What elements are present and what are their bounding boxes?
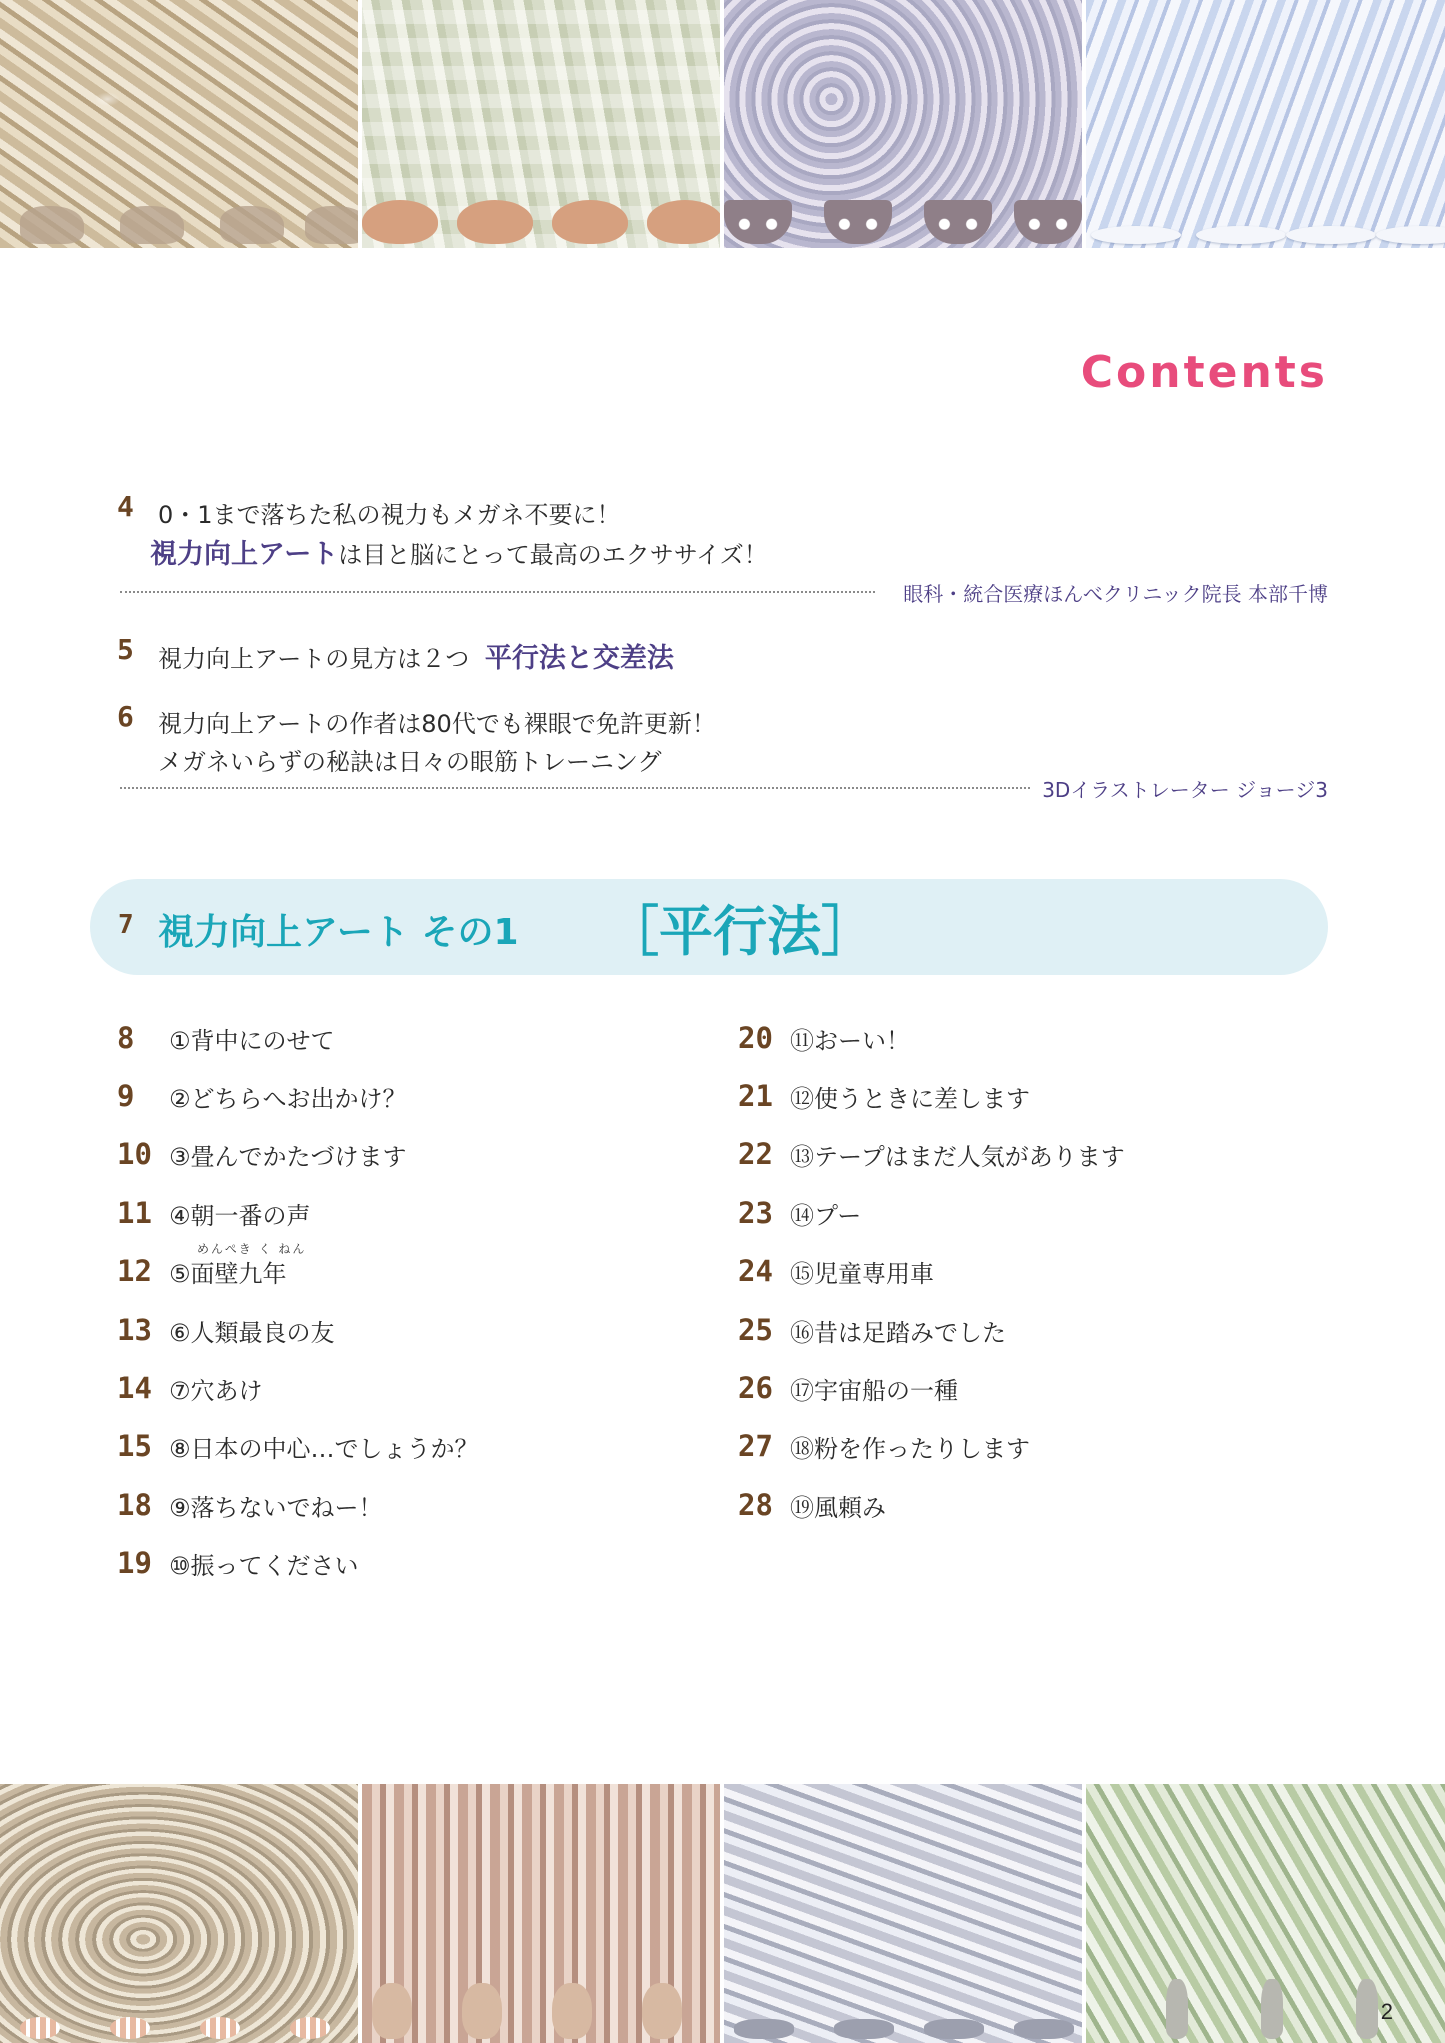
page-number: 15 — [117, 1429, 152, 1463]
banner-page-number: 7 — [118, 910, 134, 940]
item-title: ③畳んでかたづけます — [169, 1143, 407, 1171]
page-number-footer: 2 — [1380, 1999, 1393, 2024]
page-number: 28 — [738, 1488, 773, 1522]
section-headline-second-line: メガネいらずの秘訣は日々の眼筋トレーニング — [158, 748, 662, 776]
author-credit: 3Dイラストレーター ジョージ3 — [1042, 778, 1328, 802]
page-number: 9 — [117, 1079, 135, 1113]
stereogram-image-fish — [724, 1784, 1082, 2043]
item-title: ⑤面壁九年 — [169, 1260, 287, 1288]
item-title: ⑬テープはまだ人気があります — [790, 1143, 1125, 1171]
item-title: ⑲風頼み — [790, 1494, 886, 1522]
page-number: 26 — [738, 1371, 773, 1405]
page-number: 8 — [117, 1021, 135, 1055]
page-number: 19 — [117, 1546, 152, 1580]
page-number: 24 — [738, 1254, 773, 1288]
section-headline — [158, 636, 674, 675]
dotted-leader — [120, 591, 875, 593]
item-title: ⑯昔は足踏みでした — [790, 1319, 1006, 1347]
page-number: 14 — [117, 1371, 152, 1405]
section-headline-text: 視力向上アートの見方は２つ — [158, 645, 470, 673]
item-title: ⑧日本の中心…でしょうか？ — [169, 1435, 479, 1463]
highlight-text: 平行法と交差法 — [484, 643, 674, 674]
item-title: ①背中にのせて — [169, 1027, 335, 1055]
highlight-text: 視力向上アート — [150, 539, 339, 570]
section-headline: 0・1まで落ちた私の視力もメガネ不要に！ — [158, 501, 621, 529]
item-title: ⑨落ちないでねー！ — [169, 1494, 383, 1522]
section-headline-rest: は目と脳にとって最高のエクササイズ！ — [338, 541, 768, 569]
item-title: ⑭プー — [790, 1202, 862, 1230]
item-title: ⑪おーい！ — [790, 1027, 910, 1055]
item-title: ⑰宇宙船の一種 — [790, 1377, 958, 1405]
item-title: ④朝一番の声 — [169, 1202, 311, 1230]
item-title: ⑩振ってください — [169, 1552, 359, 1580]
banner-method: ［平行法］ — [605, 900, 875, 963]
stereogram-image-swirl — [0, 1784, 358, 2043]
page-number: 12 — [117, 1254, 152, 1288]
stereogram-image-tatami — [362, 0, 720, 248]
top-stereogram-strip — [0, 0, 1445, 248]
bottom-stereogram-strip — [0, 1784, 1445, 2043]
page-number: 21 — [738, 1079, 773, 1113]
stereogram-image-gloves — [0, 0, 358, 248]
page-number: 11 — [117, 1196, 152, 1230]
furigana-reading: めんぺき く ねん — [197, 1242, 307, 1256]
page-number: 27 — [738, 1429, 773, 1463]
author-credit: 眼科・統合医療ほんべクリニック院長 本部千博 — [903, 582, 1328, 606]
contents-title: Contents — [1080, 347, 1328, 398]
stereogram-image-dolls — [362, 1784, 720, 2043]
page-number: 20 — [738, 1021, 773, 1055]
item-title: ⑫使うときに差します — [790, 1085, 1030, 1113]
page-number: 22 — [738, 1137, 773, 1171]
stereogram-image-cups — [724, 0, 1082, 248]
page-number: 18 — [117, 1488, 152, 1522]
section-page-number: 5 — [117, 633, 134, 666]
section-page-number: 6 — [117, 700, 134, 733]
item-title: ②どちらへお出かけ？ — [169, 1085, 407, 1113]
page-number: 23 — [738, 1196, 773, 1230]
page-number: 25 — [738, 1313, 773, 1347]
page-number: 10 — [117, 1137, 152, 1171]
item-title: ⑱粉を作ったりします — [790, 1435, 1030, 1463]
dotted-leader — [120, 787, 1030, 789]
item-title: ⑮児童専用車 — [790, 1260, 934, 1288]
item-title: ⑥人類最良の友 — [169, 1319, 335, 1347]
banner-title: 視力向上アート その1 — [158, 912, 519, 953]
stereogram-image-boards — [1086, 0, 1445, 248]
page-number: 13 — [117, 1313, 152, 1347]
section-headline: 視力向上アートの作者は80代でも裸眼で免許更新！ — [158, 710, 716, 738]
section-headline-second-line — [150, 532, 768, 571]
item-title: ⑦穴あけ — [169, 1377, 263, 1405]
section-page-number: 4 — [117, 490, 134, 523]
